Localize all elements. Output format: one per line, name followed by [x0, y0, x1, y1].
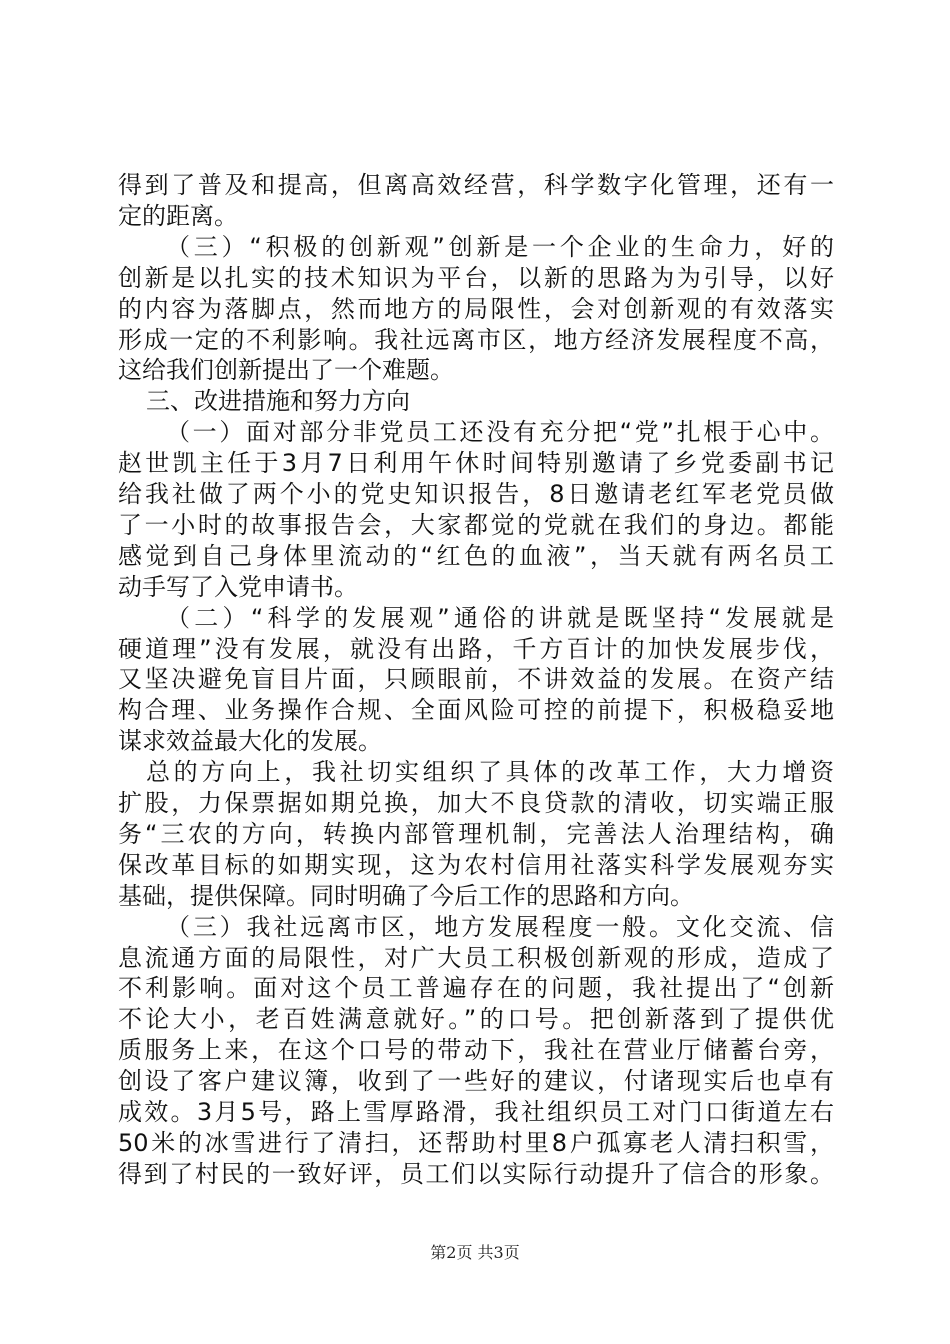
text-line: 成效。3月5号，路上雪厚路滑，我社组织员工对门口街道左右: [118, 1098, 834, 1126]
text-line: 给我社做了两个小的党史知识报告，8日邀请老红军老党员做: [118, 480, 834, 508]
text-line: 不论大小，老百姓满意就好。”的口号。把创新落到了提供优: [118, 1005, 834, 1034]
text-line: 息流通方面的局限性，对广大员工积极创新观的形成，造成了: [118, 943, 834, 972]
text-line: 创新是以扎实的技术知识为平台，以新的思路为为引导，以好: [118, 263, 834, 292]
text-line: 不利影响。面对这个员工普遍存在的问题，我社提出了“创新: [118, 974, 834, 1003]
text-line: 总的方向上，我社切实组织了具体的改革工作，大力增资: [146, 758, 834, 787]
text-line: 扩股，力保票据如期兑换，加大不良贷款的清收，切实端正服: [118, 789, 834, 817]
text-line: 务“三农的方向，转换内部管理机制，完善法人治理结构，确: [118, 819, 834, 848]
text-line: 形成一定的不利影响。我社远离市区，地方经济发展程度不高，: [118, 325, 834, 354]
text-line: 的内容为落脚点，然而地方的局限性，会对创新观的有效落实: [118, 294, 834, 323]
text-line: 赵世凯主任于3月7日利用午休时间特别邀请了乡党委副书记: [118, 449, 834, 478]
text-line: 谋求效益最大化的发展。: [118, 727, 382, 756]
text-line: （三）“积极的创新观”创新是一个企业的生命力，好的: [166, 232, 834, 261]
text-line: （三）我社远离市区，地方发展程度一般。文化交流、信: [166, 912, 834, 941]
text-line: 基础，提供保障。同时明确了今后工作的思路和方向。: [118, 881, 694, 910]
text-line: 动手写了入党申请书。: [118, 572, 358, 601]
text-line: 质服务上来，在这个口号的带动下，我社在营业厅储蓄台旁，: [118, 1036, 834, 1065]
text-line: 感觉到自己身体里流动的“红色的血液”，当天就有两名员工: [118, 541, 834, 570]
text-line: （一）面对部分非党员工还没有充分把“党”扎根于心中。: [166, 418, 834, 447]
text-line: 硬道理”没有发展，就没有出路，千方百计的加快发展步伐，: [118, 634, 834, 663]
text-line: 保改革目标的如期实现，这为农村信用社落实科学发展观夯实: [118, 850, 834, 879]
section-heading: 三、改进措施和努力方向: [146, 387, 410, 416]
text-line: 定的距离。: [118, 201, 238, 230]
text-line: 了一小时的故事报告会，大家都觉的党就在我们的身边。都能: [118, 510, 834, 539]
text-line: （二）“科学的发展观”通俗的讲就是既坚持“发展就是: [166, 603, 834, 632]
text-line: 创设了客户建议簿，收到了一些好的建议，付诸现实后也卓有: [118, 1067, 834, 1096]
page-number-footer: 第2页 共3页: [430, 1243, 520, 1262]
text-line: 得到了村民的一致好评，员工们以实际行动提升了信合的形象。: [118, 1159, 834, 1188]
text-line: 又坚决避免盲目片面，只顾眼前，不讲效益的发展。在资产结: [118, 665, 834, 694]
text-line: 这给我们创新提出了一个难题。: [118, 356, 454, 385]
text-line: 得到了普及和提高，但离高效经营，科学数字化管理，还有一: [118, 171, 834, 199]
text-line: 构合理、业务操作合规、全面风险可控的前提下，积极稳妥地: [118, 696, 834, 725]
text-line: 50米的冰雪进行了清扫，还帮助村里8户孤寡老人清扫积雪，: [118, 1128, 834, 1157]
